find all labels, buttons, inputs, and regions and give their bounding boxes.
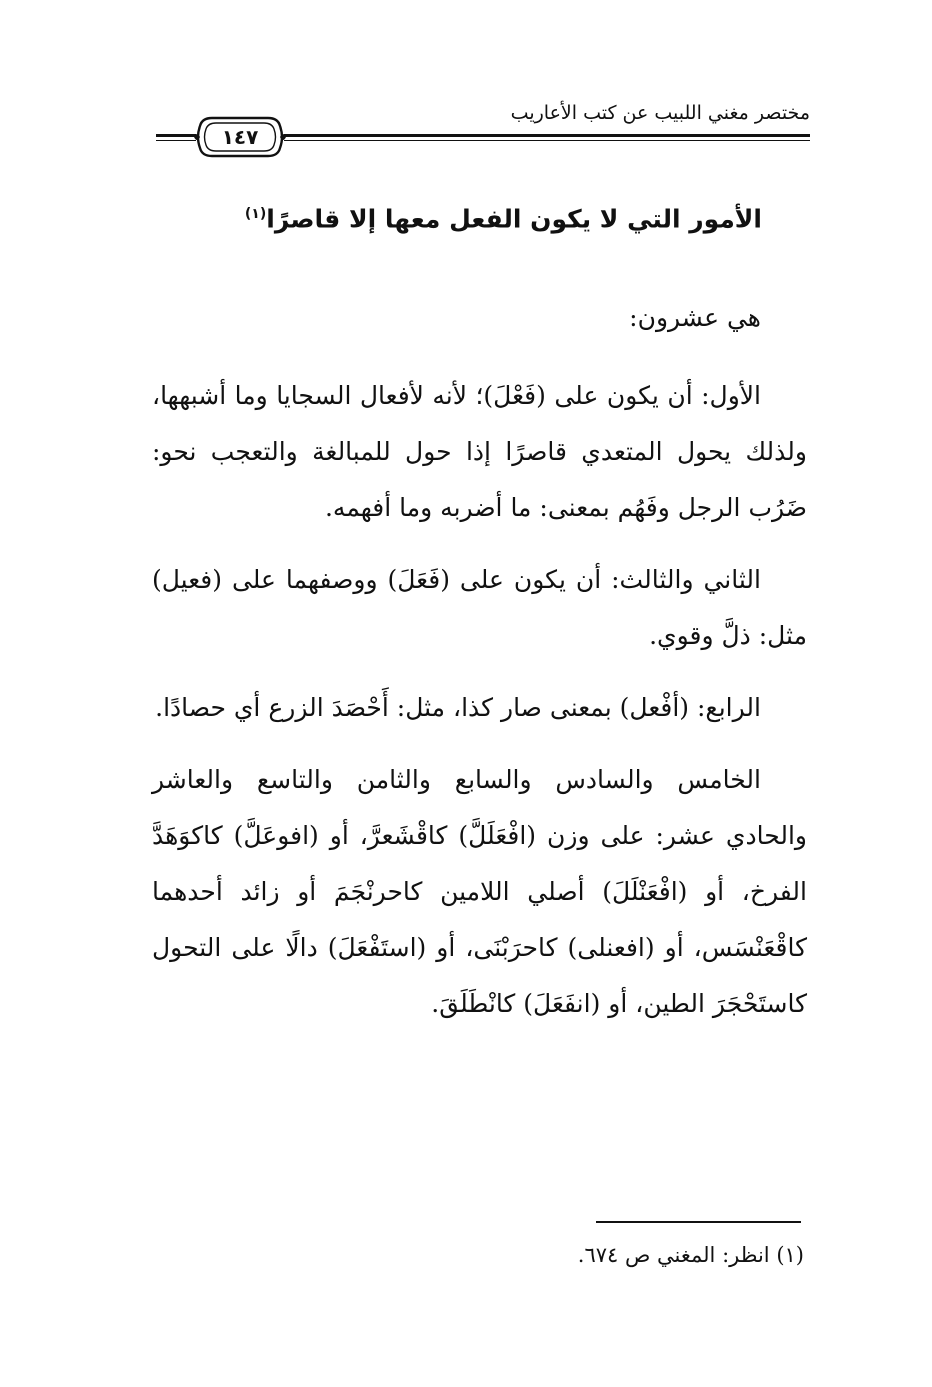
intro-line: هي عشرون:: [629, 303, 761, 332]
paragraph-fourth: الرابع: (أفْعل) بمعنى صار كذا، مثل: أَحْصَدَ الزرع أي حصادًا.: [155, 693, 761, 722]
paragraph-first: الأول: أن يكون على (فَعْلَ)؛ لأنه لأفعال السجايا وما أشبهها، ولذلك يحول المتعدي قاصرًا إذا حول للمبالغة والتعجب نحو: ضَرُب الرجل وفَهُم بمعنى: ما أضربه وما أفهمه.: [152, 381, 807, 522]
page-number: ١٤٧: [221, 125, 259, 149]
paragraph-second-third: الثاني والثالث: أن يكون على (فَعَلَ) ووصفهما على (فعيل) مثل: ذلَّ وقوي.: [152, 565, 807, 650]
section-heading: [142, 188, 762, 245]
heading-footnote-marker: (١): [244, 206, 267, 222]
page-number-badge: [192, 112, 288, 162]
section-heading-text: الأمور التي لا يكون الفعل معها إلا قاصرًا: [266, 204, 762, 234]
footnote-separator: [596, 1221, 801, 1223]
body-text: [152, 290, 807, 1048]
footnote: (١) انظر: المغني ص ٦٧٤.: [577, 1243, 804, 1267]
book-title: مختصر مغني اللبيب عن كتب الأعاريب: [510, 102, 810, 124]
header-double-rule-left: [156, 134, 196, 141]
running-header: [150, 96, 810, 160]
header-double-rule: [284, 134, 810, 141]
paragraph-fifth-to-eleventh: الخامس والسادس والسابع والثامن والتاسع والعاشر والحادي عشر: على وزن (افْعَلَلَّ) كاقْشَعرَّ، أو (افوعَلَّ) كاكوَهَدَّ الفرخ، أو (افْعَنْلَلَ) أصلي اللامين كاحرنْجَمَ أو زائد أحدهما كاقْعَنْسَس، أو (افعنلى) كاحرَبْنَى، أو (استَفْعَلَ) دالًا على التحول كاستَحْجَرَ الطين، أو (انفَعَلَ) كانْطَلَقَ.: [152, 765, 807, 1018]
